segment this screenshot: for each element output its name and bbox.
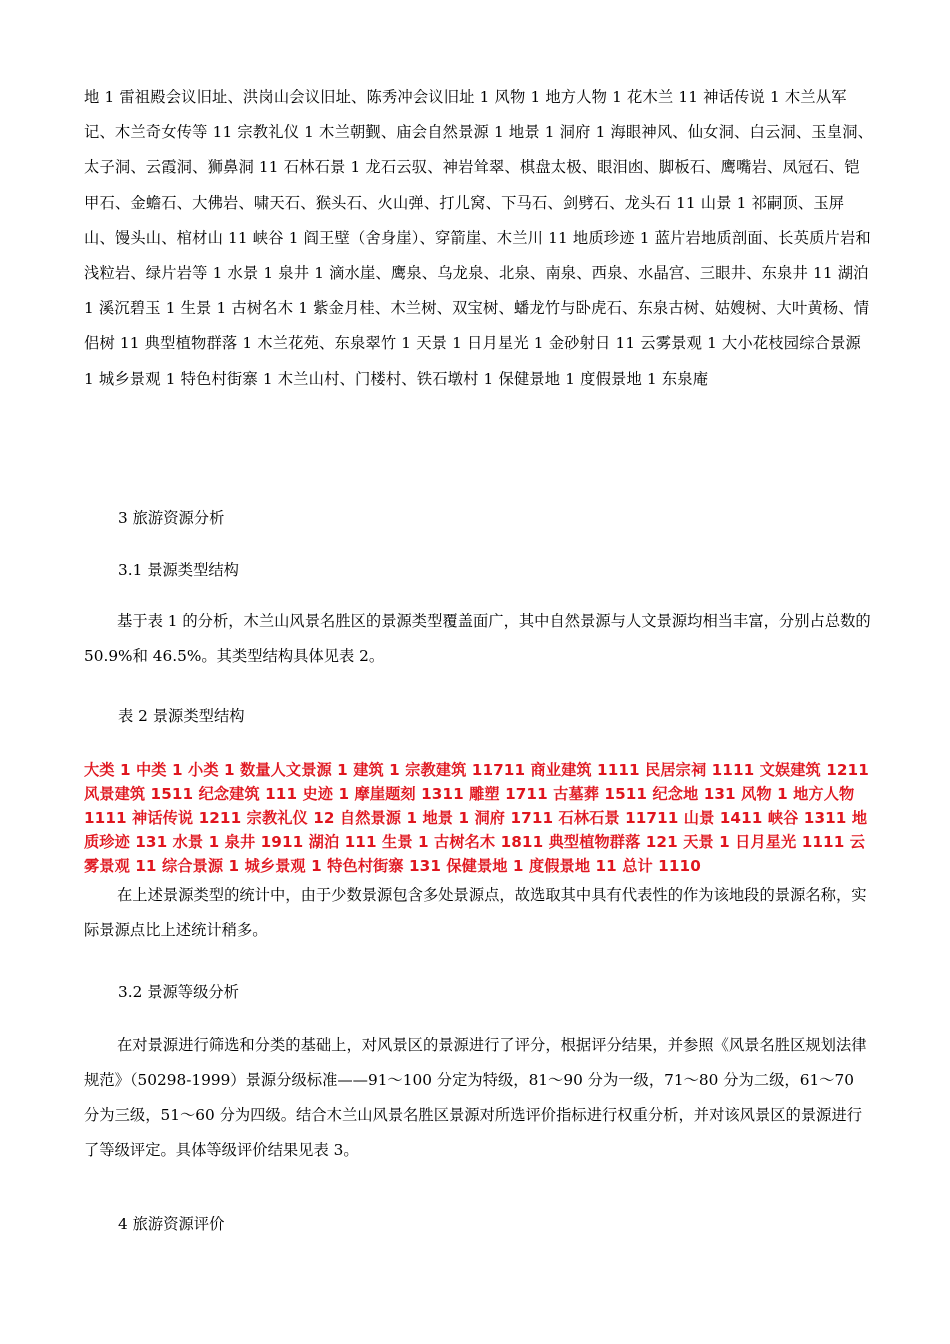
subsection-heading-3-2: 3.2 景源等级分析	[118, 983, 239, 1001]
landscape-list-paragraph: 地 1 雷祖殿会议旧址、洪岗山会议旧址、陈秀冲会议旧址 1 风物 1 地方人物 1 花木兰 11 神话传说 1 木兰从军记、木兰奇女传等 11 宗教礼仪 1 木兰朝觐、庙会自然景源 1 地景 1 洞府 1 海眼神风、仙女洞、白云洞、玉皇洞、太子洞、云霞洞、狮鼻洞 11 石林石景 1 龙石云驭、神岩耸翠、棋盘太极、眼泪凼、脚板石、鹰嘴岩、凤冠石、铠甲石、金蟾石、大佛岩、啸天石、猴头石、火山弹、打儿窝、下马石、剑劈石、龙头石 11 山景 1 祁嗣顶、玉屏山、馒头山、棺材山 11 峡谷 1 阎王壁（舍身崖）、穿箭崖、木兰川 11 地质珍迹 1 蓝片岩地质剖面、长英质片岩和浅粒岩、绿片岩等 1 水景 1 泉井 1 滴水崖、鹰泉、乌龙泉、北泉、南泉、西泉、水晶宫、三眼井、东泉井 11 湖泊 1 溪沉碧玉 1 生景 1 古树名木 1 紫金月桂、木兰树、双宝树、蟠龙竹与卧虎石、东泉古树、姑嫂树、大叶黄杨、情侣树 11 典型植物群落 1 木兰花苑、东泉翠竹 1 天景 1 日月星光 1 金砂射日 11 云雾景观 1 大小花枝园综合景源 1 城乡景观 1 特色村街寨 1 木兰山村、门楼村、铁石墩村 1 保健景地 1 度假景地 1 东泉庵	[84, 88, 874, 388]
type-structure-paragraph: 基于表 1 的分析，木兰山风景名胜区的景源类型覆盖面广，其中自然景源与人文景源均相当丰富，分别占总数的 50.9%和 46.5%。其类型结构具体见表 2。	[84, 612, 871, 665]
table-2-flattened-text: 大类 1 中类 1 小类 1 数量人文景源 1 建筑 1 宗教建筑 11711 商业建筑 1111 民居宗祠 1111 文娱建筑 1211 风景建筑 1511 纪念建筑 111 史迹 1 摩崖题刻 1311 雕塑 1711 古墓葬 1511 纪念地 131 风物 1 地方人物 1111 神话传说 1211 宗教礼仪 12 自然景源 1 地景 1 洞府 1711 石林石景 11711 山景 1411 峡谷 1311 地质珍迹 131 水景 1 泉井 1911 湖泊 111 生景 1 古树名木 1811 典型植物群落 121 天景 1 日月星光 1111 云雾景观 11 综合景源 1 城乡景观 1 特色村街寨 131 保健景地 1 度假景地 11 总计 1110	[84, 761, 869, 875]
table-caption: 表 2 景源类型结构	[118, 707, 245, 725]
subsection-heading-3-1: 3.1 景源类型结构	[118, 561, 239, 579]
grade-analysis-paragraph: 在对景源进行筛选和分类的基础上，对风景区的景源进行了评分，根据评分结果，并参照《风景名胜区规划法律规范》（50298-1999）景源分级标准——91～100 分定为特级，81～90 分为一级，71～80 分为二级，61～70 分为三级，51～60 分为四级。结合木兰山风景名胜区景源对所选评价指标进行权重分析，并对该风景区的景源进行了等级评定。具体等级评价结果见表 3。	[84, 1036, 867, 1159]
section-heading-4: 4 旅游资源评价	[118, 1215, 225, 1233]
statistics-note-paragraph: 在上述景源类型的统计中，由于少数景源包含多处景源点，故选取其中具有代表性的作为该地段的景源名称，实际景源点比上述统计稍多。	[84, 886, 867, 939]
section-heading-3: 3 旅游资源分析	[118, 509, 225, 527]
